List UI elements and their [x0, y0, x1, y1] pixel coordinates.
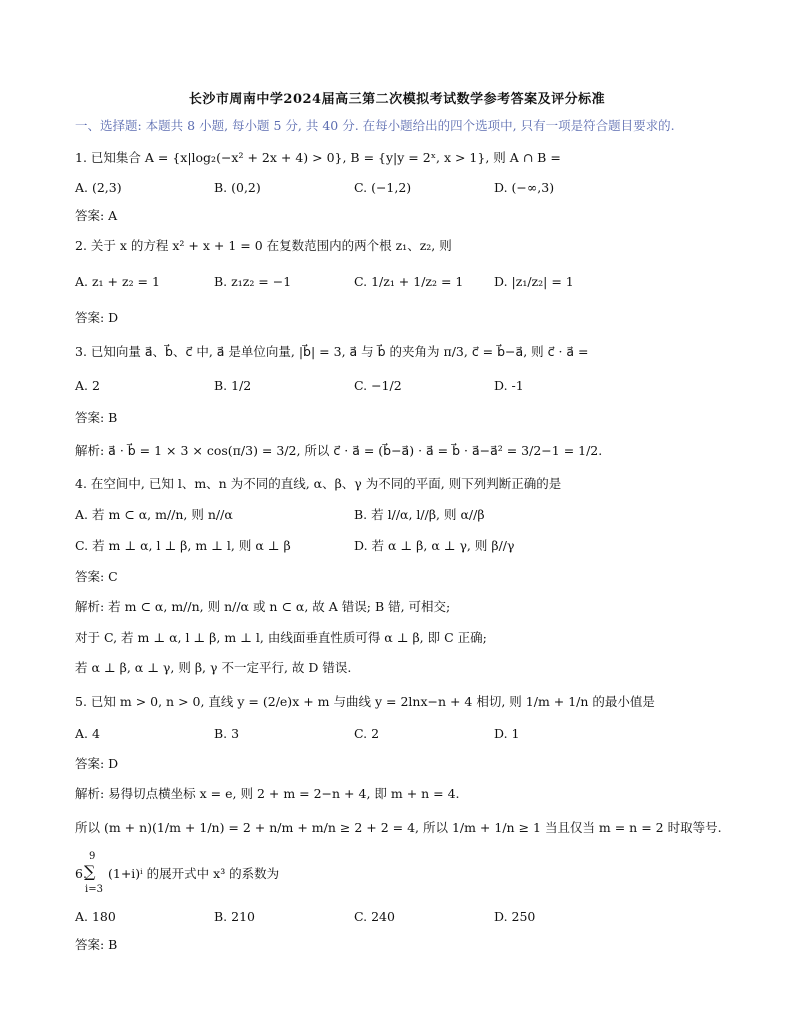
q2-option-b: B. z₁z₂ = −1	[214, 274, 292, 289]
q5-option-d: D. 1	[494, 726, 520, 741]
q4-solution-line-1: 解析: 若 m ⊂ α, m//n, 则 n//α 或 n ⊂ α, 故 A 错误; B 错, 可相交;	[75, 599, 451, 614]
q5-option-c: C. 2	[354, 726, 380, 741]
q6-option-d: D. 250	[494, 909, 536, 924]
q5-option-b: B. 3	[214, 726, 240, 741]
q3-solution: 解析: a⃗ · b⃗ = 1 × 3 × cos(π/3) = 3/2, 所以 c⃗ · a⃗ = (b⃗−a⃗) · a⃗ = b⃗ · a⃗−a⃗² = 3/2−1 = 1/2.	[75, 443, 603, 458]
q4-option-d: D. 若 α ⊥ β, α ⊥ γ, 则 β//γ	[354, 538, 515, 553]
question-6-number: 6.	[75, 866, 87, 881]
q5-answer: 答案: D	[75, 756, 119, 771]
q3-answer: 答案: B	[75, 410, 118, 425]
q2-option-c: C. 1/z₁ + 1/z₂ = 1	[354, 274, 464, 289]
q1-option-d: D. (−∞,3)	[494, 180, 555, 195]
page-title: 长沙市周南中学2024届高三第二次模拟考试数学参考答案及评分标准	[188, 92, 606, 107]
q6-sum-lower: i=3	[85, 884, 103, 895]
q4-solution-line-2: 对于 C, 若 m ⊥ α, l ⊥ β, m ⊥ l, 由线面垂直性质可得 α ⊥ β, 即 C 正确;	[75, 630, 487, 645]
question-3-stem: 3. 已知向量 a⃗、b⃗、c⃗ 中, a⃗ 是单位向量, |b⃗| = 3, a⃗ 与 b⃗ 的夹角为 π/3, c⃗ = b⃗−a⃗, 则 c⃗ · a⃗ =	[75, 344, 589, 359]
q3-option-b: B. 1/2	[214, 378, 252, 393]
q1-answer: 答案: A	[75, 208, 118, 223]
q2-option-a: A. z₁ + z₂ = 1	[75, 274, 160, 289]
question-5-stem: 5. 已知 m > 0, n > 0, 直线 y = (2/e)x + m 与曲线 y = 2lnx−n + 4 相切, 则 1/m + 1/n 的最小值是	[75, 694, 655, 709]
q3-option-a: A. 2	[75, 378, 100, 393]
q5-solution-line-1: 解析: 易得切点横坐标 x = e, 则 2 + m = 2−n + 4, 即 m + n = 4.	[75, 786, 460, 801]
section-heading: 一、选择题: 本题共 8 小题, 每小题 5 分, 共 40 分. 在每小题给出的四个选项中, 只有一项是符合题目要求的.	[75, 118, 675, 133]
q5-solution-line-2: 所以 (m + n)(1/m + 1/n) = 2 + n/m + m/n ≥ 2 + 2 = 4, 所以 1/m + 1/n ≥ 1 当且仅当 m = n = 2 时取等号.	[75, 820, 722, 835]
question-1-stem: 1. 已知集合 A = {x|log₂(−x² + 2x + 4) > 0}, B = {y|y = 2ˣ, x > 1}, 则 A ∩ B =	[75, 150, 561, 165]
q6-option-b: B. 210	[214, 909, 255, 924]
q3-option-c: C. −1/2	[354, 378, 402, 393]
q6-option-a: A. 180	[75, 909, 116, 924]
q4-option-b: B. 若 l//α, l//β, 则 α//β	[354, 507, 485, 522]
question-4-stem: 4. 在空间中, 已知 l、m、n 为不同的直线, α、β、γ 为不同的平面, 则下列判断正确的是	[75, 476, 562, 491]
q5-option-a: A. 4	[75, 726, 100, 741]
q4-option-a: A. 若 m ⊂ α, m//n, 则 n//α	[75, 507, 233, 522]
q2-answer: 答案: D	[75, 310, 119, 325]
q6-answer: 答案: B	[75, 937, 118, 952]
q4-answer: 答案: C	[75, 569, 118, 584]
q2-option-d: D. |z₁/z₂| = 1	[494, 274, 574, 289]
q1-option-a: A. (2,3)	[75, 180, 122, 195]
q1-option-c: C. (−1,2)	[354, 180, 412, 195]
q6-sum-symbol: ∑	[84, 862, 96, 881]
q1-option-b: B. (0,2)	[214, 180, 261, 195]
q3-option-d: D. -1	[494, 378, 524, 393]
question-6-stem: (1+i)ⁱ 的展开式中 x³ 的系数为	[108, 866, 280, 881]
q4-solution-line-3: 若 α ⊥ β, α ⊥ γ, 则 β, γ 不一定平行, 故 D 错误.	[75, 660, 352, 675]
question-2-stem: 2. 关于 x 的方程 x² + x + 1 = 0 在复数范围内的两个根 z₁、z₂, 则	[75, 238, 452, 253]
q6-sum-upper: 9	[89, 851, 96, 862]
q4-option-c: C. 若 m ⊥ α, l ⊥ β, m ⊥ l, 则 α ⊥ β	[75, 538, 291, 553]
q6-option-c: C. 240	[354, 909, 395, 924]
